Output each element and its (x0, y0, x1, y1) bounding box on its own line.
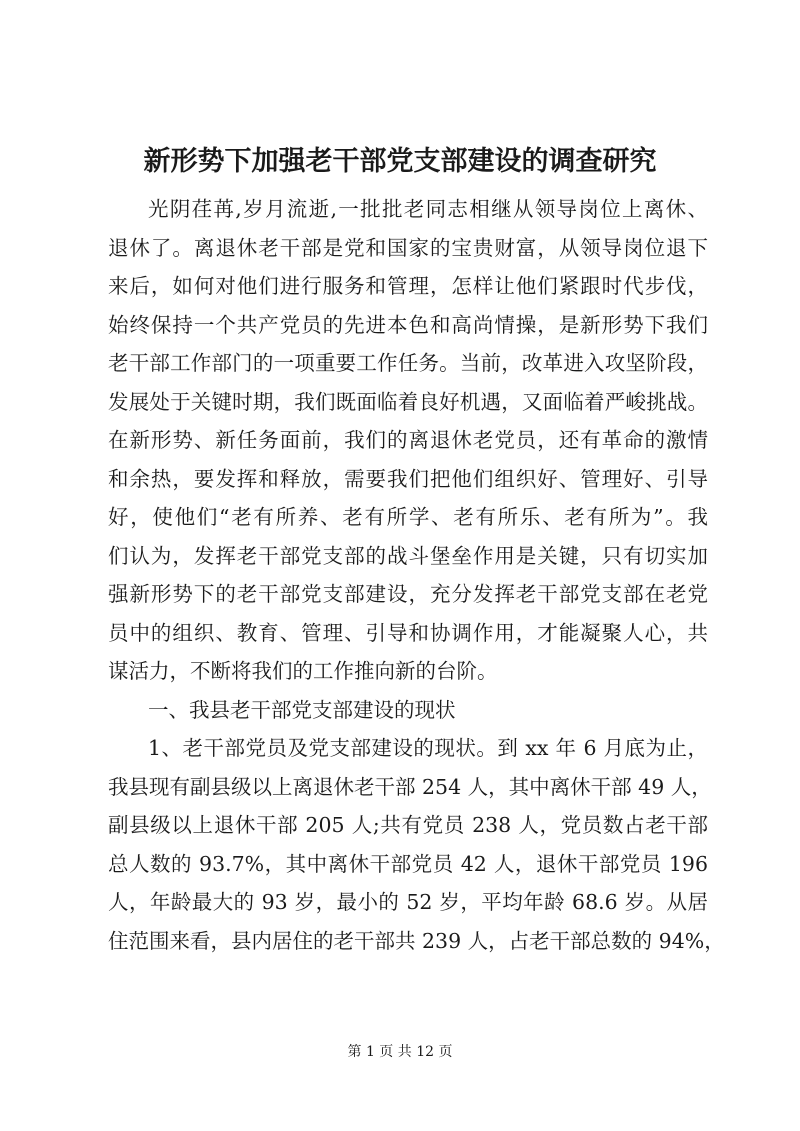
paragraph-line: 在新形势、新任务面前，我们的离退休老党员，还有革命的激情 (108, 428, 708, 452)
paragraph-line: 来后，如何对他们进行服务和管理，怎样让他们紧跟时代步伐， (108, 274, 708, 298)
paragraph-line: 谋活力，不断将我们的工作推向新的台阶。 (108, 659, 498, 683)
paragraph-line: 老干部工作部门的一项重要工作任务。当前，改革进入攻坚阶段， (108, 351, 708, 375)
paragraph-line: 始终保持一个共产党员的先进本色和高尚情操，是新形势下我们 (108, 312, 708, 337)
paragraph-line: 们认为，发挥老干部党支部的战斗堡垒作用是关键，只有切实加 (108, 543, 708, 568)
paragraph-line: 1、老干部党员及党支部建设的现状。到 xx 年 6 月底为止， (148, 736, 708, 760)
paragraph-line: 光阴荏苒,岁月流逝,一批批老同志相继从领导岗位上离休、 (148, 197, 708, 221)
paragraph-line: 我县现有副县级以上离退休老干部 254 人，其中离休干部 49 人， (108, 774, 712, 799)
paragraph-line: 强新形势下的老干部党支部建设，充分发挥老干部党支部在老党 (108, 582, 708, 606)
paragraph-line: 住范围来看，县内居住的老干部共 239 人，占老干部总数的 94%， (108, 928, 725, 953)
paragraph-line: 退休了。离退休老干部是党和国家的宝贵财富，从领导岗位退下 (108, 235, 708, 260)
document-title: 新形势下加强老干部党支部建设的调查研究 (143, 146, 657, 177)
paragraph-line: 副县级以上退休干部 205 人;共有党员 238 人，党员数占老干部 (108, 813, 708, 837)
document-body (108, 190, 725, 960)
paragraph-line: 发展处于关键时期，我们既面临着良好机遇，又面临着严峻挑战。 (108, 389, 708, 414)
paragraph-line: 和余热，要发挥和释放，需要我们把他们组织好、管理好、引导 (108, 466, 708, 491)
paragraph-line: 好，使他们“老有所养、老有所学、老有所乐、老有所为”。我 (108, 505, 708, 529)
page-number: 第 1 页 共 12 页 (347, 1044, 453, 1060)
paragraph-line: 员中的组织、教育、管理、引导和协调作用，才能凝聚人心，共 (108, 620, 708, 645)
section-heading: 一、我县老干部党支部建设的现状 (148, 697, 456, 722)
paragraph-line: 人，年龄最大的 93 岁，最小的 52 岁，平均年龄 68.6 岁。从居 (108, 890, 708, 914)
paragraph-line: 总人数的 93.7%，其中离休干部党员 42 人，退休干部党员 196 (108, 851, 708, 876)
